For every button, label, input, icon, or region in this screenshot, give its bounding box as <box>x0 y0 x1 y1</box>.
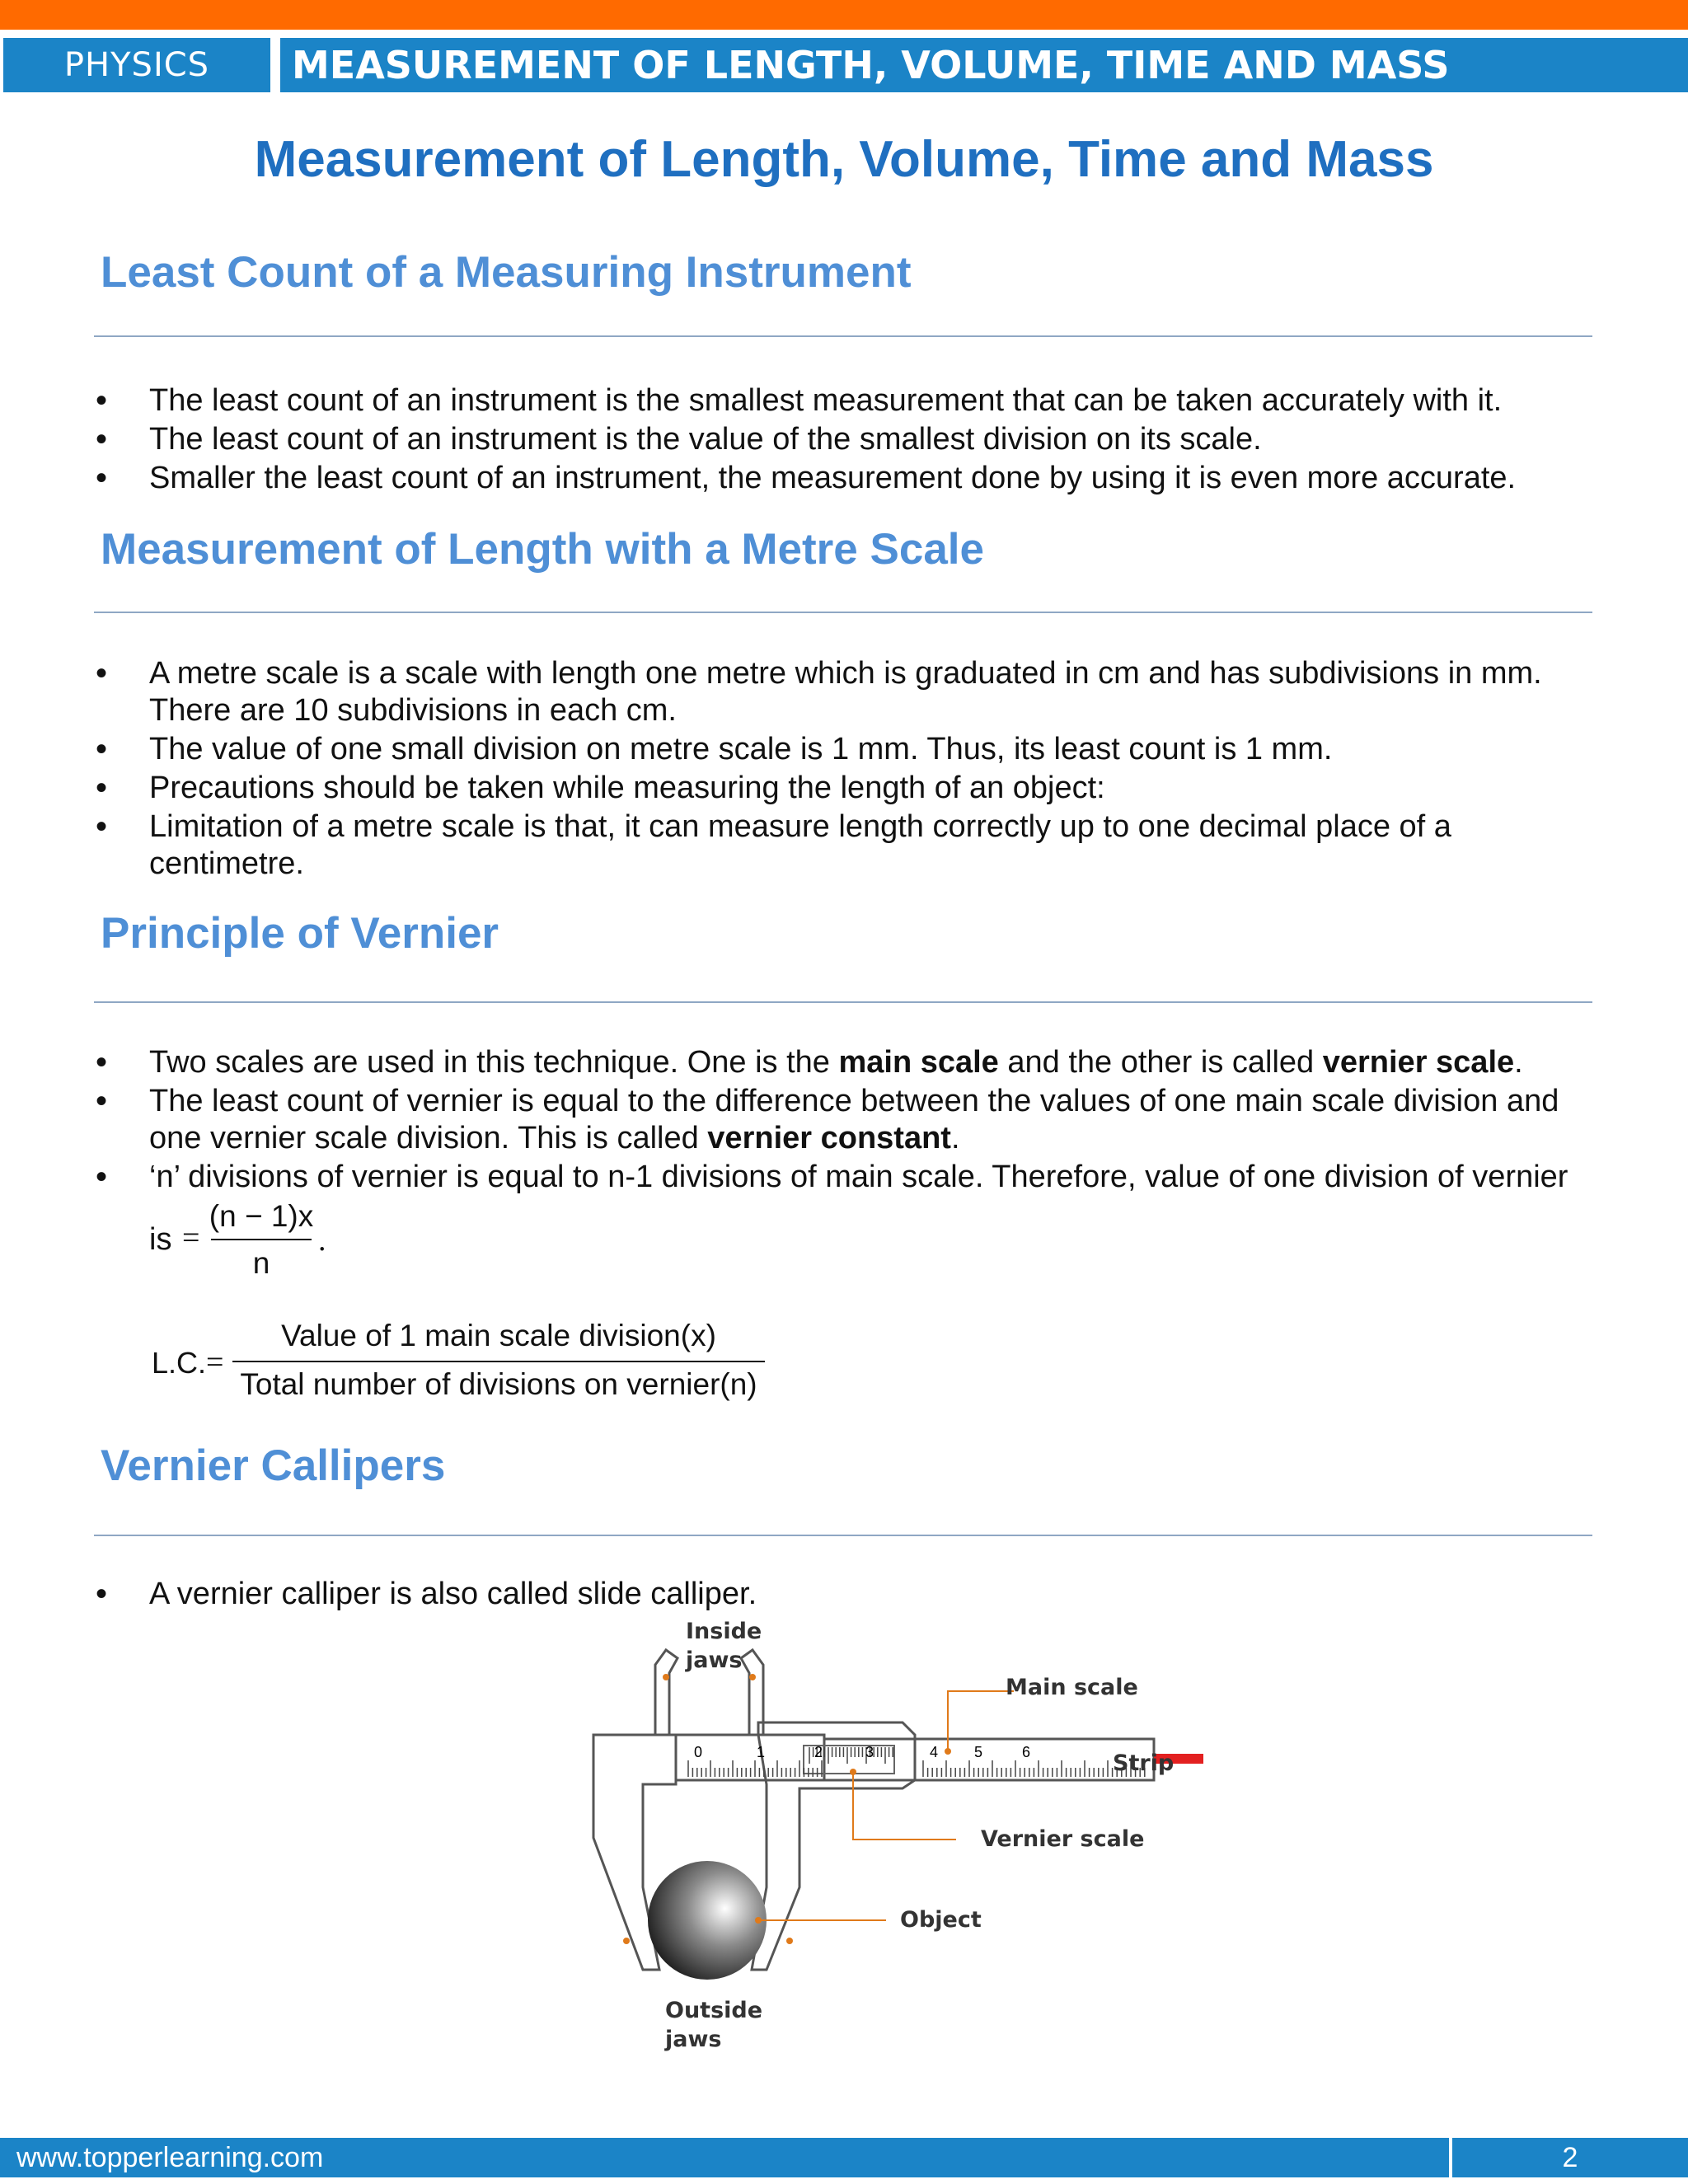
label-outside-jaws: Outside <box>665 1998 763 2023</box>
formula-prefix: is <box>149 1222 172 1257</box>
section-title-vernier-principle: Principle of Vernier <box>101 909 499 958</box>
label-outside-jaws: jaws <box>665 2027 722 2052</box>
list-item: • Two scales are used in this technique. One is the main scale and the other is called vernier scale. <box>0 1044 1592 1081</box>
label-inside-jaws: Inside <box>686 1619 762 1644</box>
page-title: Measurement of Length, Volume, Time and Mass <box>254 131 1434 188</box>
list-item: • Precautions should be taken while measuring the length of an object: <box>0 770 1592 807</box>
label-main-scale: Main scale <box>1006 1675 1138 1700</box>
list-item: • The least count of an instrument is the smallest measurement that can be taken accurately with it. <box>0 382 1592 419</box>
fraction-line <box>211 1239 312 1240</box>
scale-number: 6 <box>1022 1744 1031 1760</box>
section-title-metre-scale: Measurement of Length with a Metre Scale <box>101 525 985 574</box>
section-divider <box>94 335 1592 337</box>
fraction-line <box>232 1361 765 1362</box>
formula-denominator: Total number of divisions on vernier(n) <box>240 1367 757 1401</box>
formula-equals: = <box>206 1345 224 1380</box>
top-accent-bar <box>0 0 1688 30</box>
scale-number: 2 <box>814 1744 823 1760</box>
section-divider <box>94 612 1592 613</box>
least-count-bullets <box>0 382 1592 499</box>
footer-url-link[interactable]: www.topperlearning.com <box>16 2142 324 2173</box>
list-item: • Smaller the least count of an instrument, the measurement done by using it is even more accurate. <box>0 460 1592 497</box>
vernier-callipers-bullets <box>0 1576 1592 1615</box>
list-item: • The value of one small division on metre scale is 1 mm. Thus, its least count is 1 mm. <box>0 731 1592 768</box>
formula-numerator: (n − 1)x <box>209 1199 314 1233</box>
label-object: Object <box>900 1907 982 1933</box>
inside-jaw-left <box>655 1650 678 1735</box>
list-item: • The least count of vernier is equal to the difference between the values of one main scale division and one vernier scale division. This is called vernier constant. <box>0 1083 1592 1157</box>
formula-lhs: L.C. <box>152 1346 207 1380</box>
list-item: • A metre scale is a scale with length one metre which is graduated in cm and has subdivisions in mm. There are 10 subdivisions in each cm. <box>0 655 1592 729</box>
formula-suffix: . <box>318 1223 326 1258</box>
list-item: • ‘n’ divisions of vernier is equal to n-1 divisions of main scale. Therefore, value of one division of vernier <box>0 1159 1592 1196</box>
label-vernier-scale: Vernier scale <box>981 1826 1145 1852</box>
label-strip: Strip <box>1113 1750 1175 1776</box>
list-item: • A vernier calliper is also called slide calliper. <box>0 1576 1592 1613</box>
formula-numerator: Value of 1 main scale division(x) <box>281 1319 716 1352</box>
header-chapter-title: MEASUREMENT OF LENGTH, VOLUME, TIME AND MASS <box>280 38 1688 92</box>
header-subject: PHYSICS <box>3 38 270 92</box>
label-inside-jaws: jaws <box>686 1647 743 1673</box>
scale-number: 5 <box>974 1744 983 1760</box>
formula-equals: = <box>182 1221 200 1255</box>
section-divider <box>94 1535 1592 1536</box>
scale-number: 0 <box>694 1744 703 1760</box>
vernier-principle-bullets <box>0 1044 1592 1197</box>
section-title-least-count: Least Count of a Measuring Instrument <box>101 248 912 297</box>
pointer-lines <box>758 1691 1014 1920</box>
object-ball <box>648 1861 767 1980</box>
formula-denominator: n <box>252 1246 270 1280</box>
list-item: • The least count of an instrument is the value of the smallest division on its scale. <box>0 421 1592 458</box>
scale-number: 4 <box>930 1744 939 1760</box>
metre-scale-bullets <box>0 655 1592 884</box>
page-number: 2 <box>1562 2142 1578 2173</box>
section-divider <box>94 1001 1592 1003</box>
scale-number: 3 <box>865 1744 874 1760</box>
list-item: • Limitation of a metre scale is that, it can measure length correctly up to one decimal place of a centimetre. <box>0 808 1592 883</box>
vernier-calliper-diagram <box>577 1615 1203 2060</box>
scale-number: 1 <box>757 1744 766 1760</box>
vernier-slider <box>752 1722 915 1970</box>
section-title-vernier-callipers: Vernier Callipers <box>101 1441 446 1490</box>
